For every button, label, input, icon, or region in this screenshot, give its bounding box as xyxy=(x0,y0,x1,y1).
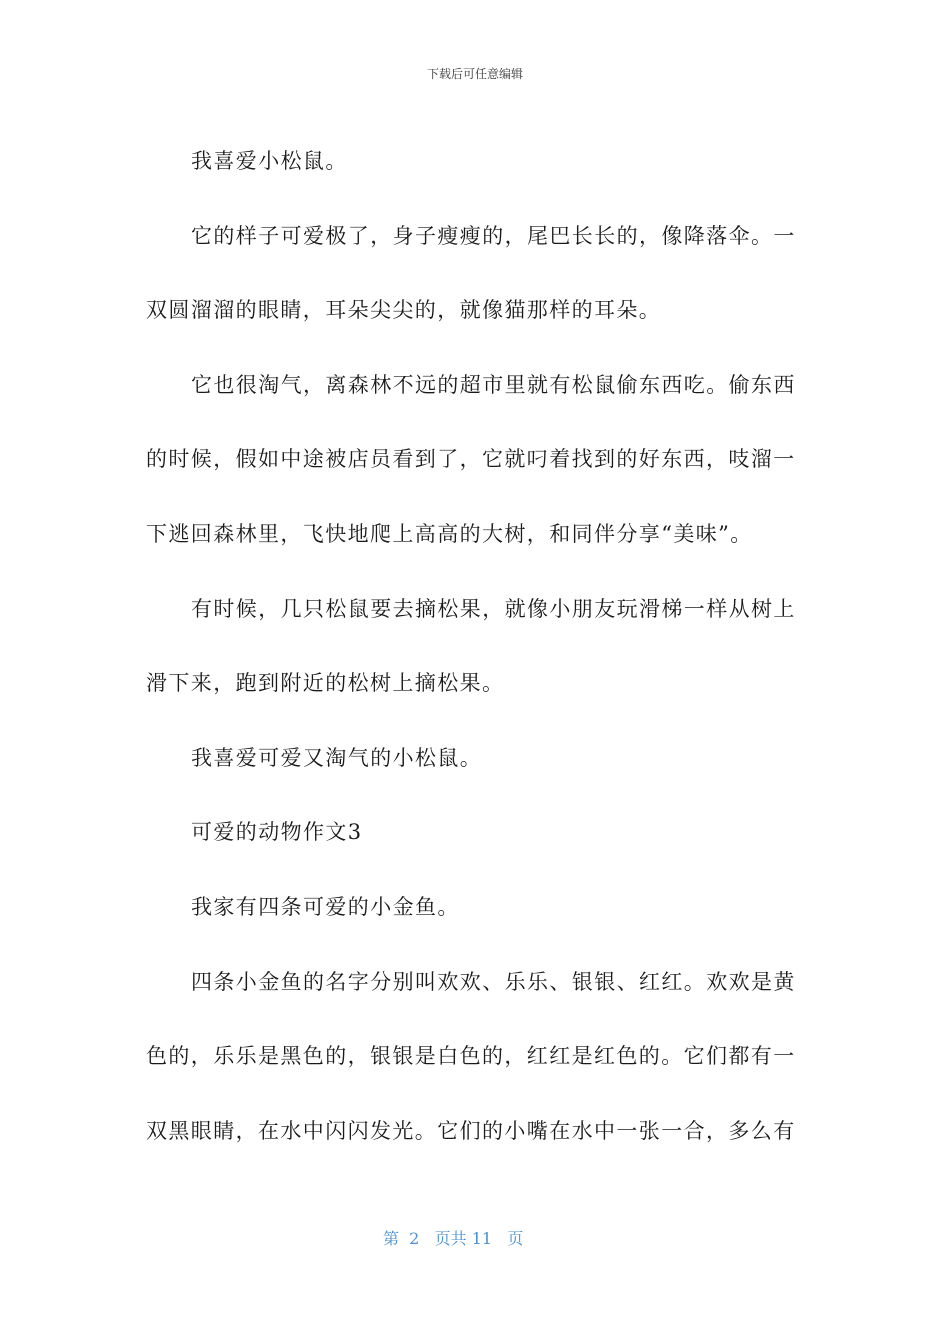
paragraph-line: 双圆溜溜的眼睛，耳朵尖尖的，就像猫那样的耳朵。 xyxy=(146,298,662,323)
page-number: 第 2 页共 11 页 xyxy=(383,1229,524,1248)
paragraph-line: 的时候，假如中途被店员看到了，它就叼着找到的好东西，吱溜一 xyxy=(146,447,796,472)
paragraph-line: 滑下来，跑到附近的松树上摘松果。 xyxy=(146,671,505,696)
paragraph-line: 我家有四条可爱的小金鱼。 xyxy=(191,894,460,919)
paragraph-line: 有时候，几只松鼠要去摘松果，就像小朋友玩滑梯一样从树上 xyxy=(191,596,796,621)
page-header: 下载后可任意编辑 xyxy=(426,67,523,81)
paragraph-line: 色的，乐乐是黑色的，银银是白色的，红红是红色的。它们都有一 xyxy=(146,1044,796,1069)
paragraph-line: 我喜爱可爱又淘气的小松鼠。 xyxy=(191,745,483,770)
section-heading: 可爱的动物作文3 xyxy=(191,820,363,845)
paragraph-line: 它的样子可爱极了，身子瘦瘦的，尾巴长长的，像降落伞。一 xyxy=(191,223,796,248)
paragraph-line: 四条小金鱼的名字分别叫欢欢、乐乐、银银、红红。欢欢是黄 xyxy=(191,969,796,994)
paragraph-line: 它也很淘气，离森林不远的超市里就有松鼠偷东西吃。偷东西 xyxy=(191,372,796,397)
paragraph-line: 下逃回森林里，飞快地爬上高高的大树，和同伴分享“美味”。 xyxy=(146,521,753,546)
paragraph-line: 我喜爱小松鼠。 xyxy=(191,149,348,173)
paragraph-line: 双黑眼睛，在水中闪闪发光。它们的小嘴在水中一张一合，多么有 xyxy=(146,1118,796,1143)
document-body xyxy=(146,124,796,1168)
